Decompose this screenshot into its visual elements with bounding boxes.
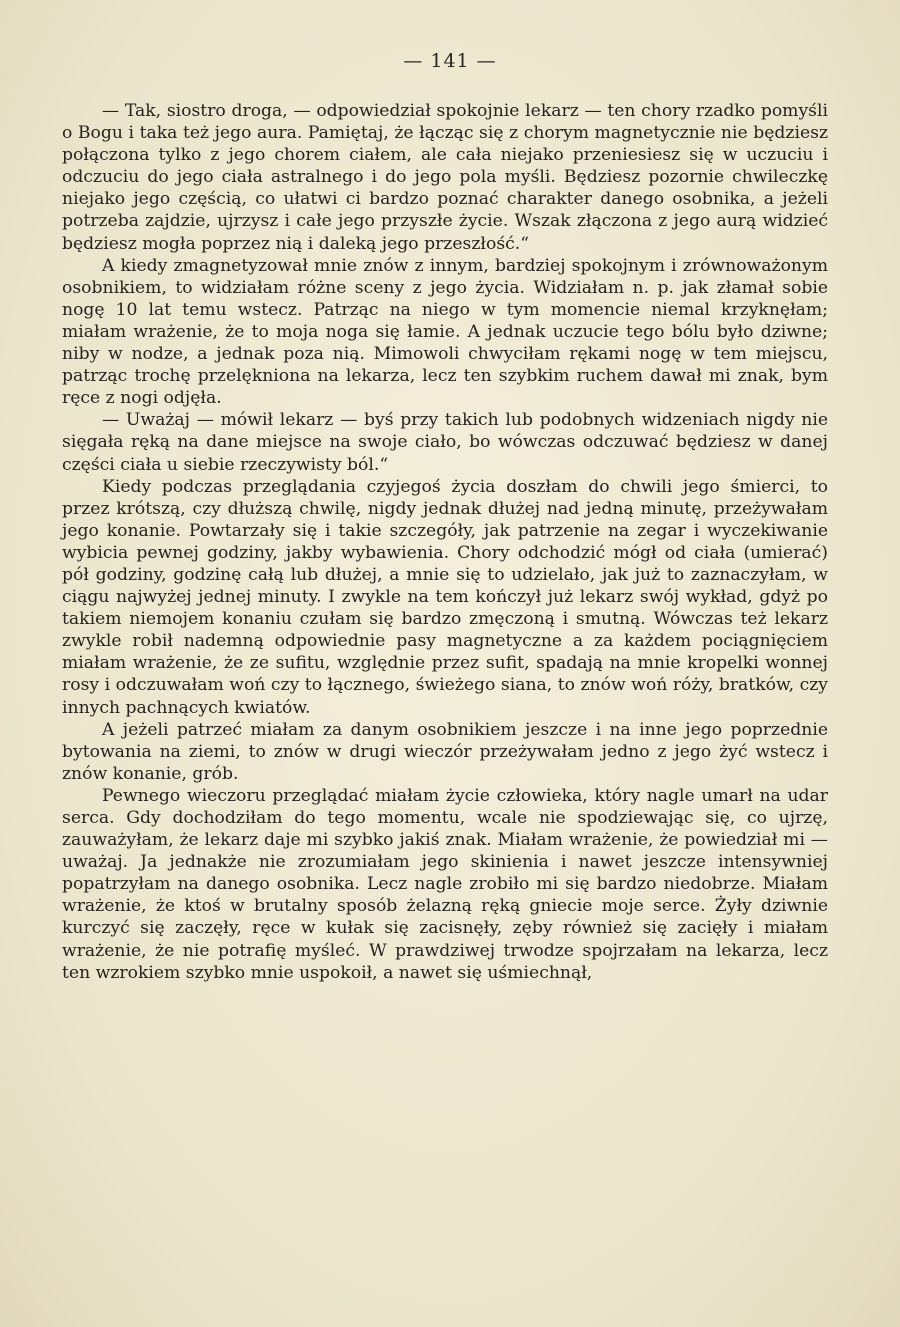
paragraph: — Tak, siostro droga, — odpowiedział spokojnie lekarz — ten chory rzadko pomyśli o Bogu i taka też jego aura. Pamiętaj, że łącząc się z chorym magnetycznie nie będziesz połączona tylko z jego chorem ciałem, ale cała niejako przeniesiesz się w uczuciu i odczuciu do jego ciała astralnego i do jego pola myśli. Będziesz pozornie chwileczkę niejako jego częścią, co ułatwi ci bardzo poznać charakter danego osobnika, a jeżeli potrzeba zajdzie, ujrzysz i całe jego przyszłe życie. Wszak złączona z jego aurą widzieć będziesz mogła poprzez nią i daleką jego przeszłość.“: [62, 101, 828, 254]
paragraph: Pewnego wieczoru przeglądać miałam życie człowieka, który nagle umarł na udar serca. Gdy dochodziłam do tego momentu, wcale nie spodziewając się, co ujrzę, zauważyłam, że lekarz daje mi szybko jakiś znak. Miałam wrażenie, że powiedział mi — uważaj. Ja jednakże nie zrozumiałam jego skinienia i nawet jeszcze intensywniej popatrzyłam na danego osobnika. Lecz nagle zrobiło mi się bardzo niedobrze. Miałam wrażenie, że ktoś w brutalny sposób żelazną ręką gniecie moje serce. Żyły dziwnie kurczyć się zaczęły, ręce w kułak się zacisnęły, zęby również się zacięły i miałam wrażenie, że nie potrafię myśleć. W prawdziwej trwodze spojrzałam na lekarza, lecz ten wzrokiem szybko mnie uspokoił, a nawet się uśmiechnął,: [62, 785, 828, 983]
page-body: [62, 100, 828, 984]
paragraph: A kiedy zmagnetyzował mnie znów z innym, bardziej spokojnym i zrównoważonym osobnikiem, to widziałam różne sceny z jego życia. Widziałam n. p. jak złamał sobie nogę 10 lat temu wstecz. Patrząc na niego w tym momencie niemal krzyknęłam; miałam wrażenie, że to moja noga się łamie. A jednak uczucie tego bólu było dziwne; niby w nodze, a jednak poza nią. Mimowoli chwyciłam rękami nogę w tem miejscu, patrząc trochę przelękniona na lekarza, lecz ten szybkim ruchem dawał mi znak, bym ręce z nogi odjęła.: [62, 255, 828, 409]
paragraph: A jeżeli patrzeć miałam za danym osobnikiem jeszcze i na inne jego poprzednie bytowania na ziemi, to znów w drugi wieczór przeżywałam jedno z jego żyć wstecz i znów konanie, grób.: [62, 719, 828, 784]
paragraph: Kiedy podczas przeglądania czyjegoś życia doszłam do chwili jego śmierci, to przez krótszą, czy dłuższą chwilę, nigdy jednak dłużej nad jedną minutę, przeżywałam jego konanie. Powtarzały się i takie szczegóły, jak patrzenie na zegar i wyczekiwanie wybicia pewnej godziny, jakby wybawienia. Chory odchodzić mógł od ciała (umierać) pół godziny, godzinę całą lub dłużej, a mnie się to udzielało, jak już to zaznaczyłam, w ciągu najwyżej jednej minuty. I zwykle na tem kończył już lekarz swój wykład, gdyż po takiem niemojem konaniu czułam się bardzo zmęczoną i smutną. Wówczas też lekarz zwykle robił nademną odpowiednie pasy magnetyczne a za każdem pociągnięciem miałam wrażenie, że ze sufitu, względnie przez sufit, spadają na mnie kropelki wonnej rosy i odczuwałam woń czy to łącznego, świeżego siana, to znów woń róży, bratków, czy innych pachnących kwiatów.: [62, 476, 828, 718]
page-number: — 141 —: [403, 50, 497, 72]
paragraph: — Uważaj — mówił lekarz — byś przy takich lub podobnych widzeniach nigdy nie sięgała ręką na dane miejsce na swoje ciało, bo wówczas odczuwać będziesz w danej części ciała u siebie rzeczywisty ból.“: [62, 410, 828, 475]
